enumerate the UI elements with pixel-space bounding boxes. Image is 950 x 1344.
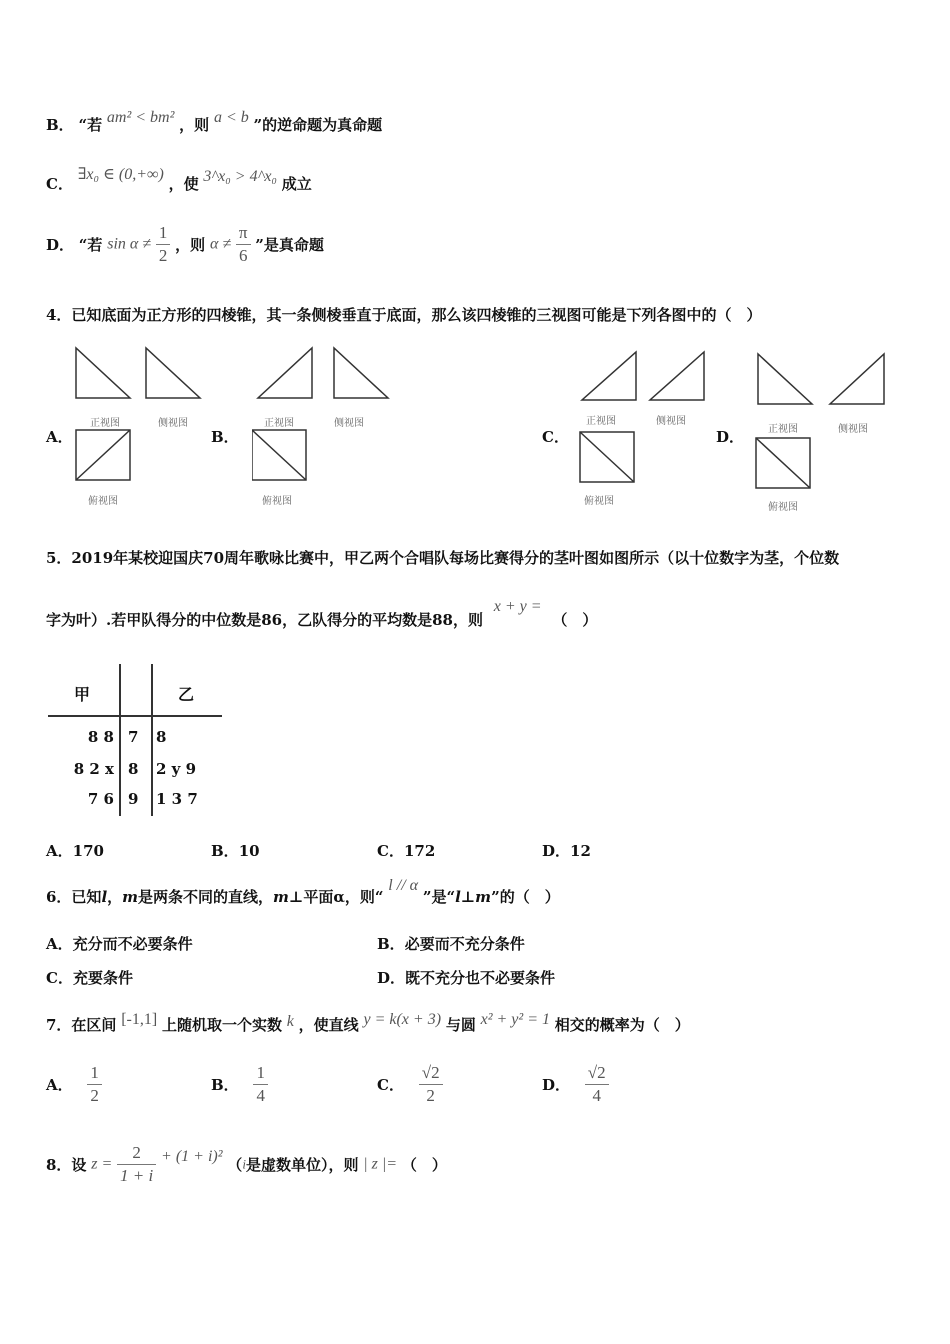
top-view-diagonal bbox=[76, 430, 130, 480]
side-view-label: 侧视图 bbox=[158, 418, 188, 429]
text: （ ） bbox=[552, 611, 598, 629]
q3-option-b bbox=[46, 109, 383, 135]
q4-option-b-views bbox=[252, 346, 402, 512]
math-inline: sin α ≠ bbox=[107, 235, 152, 253]
fraction: $\frac{1}{2}$ bbox=[156, 222, 171, 267]
side-view-label: 侧视图 bbox=[334, 418, 364, 429]
front-view-triangle bbox=[258, 348, 312, 398]
option-label: D． bbox=[46, 236, 75, 254]
text: ，使 bbox=[168, 175, 199, 193]
q3-option-d bbox=[46, 222, 324, 267]
option-label: C． bbox=[46, 175, 73, 193]
fraction: $\frac{1}{2}$ bbox=[87, 1062, 102, 1107]
left-leaves-row-3: 7 6 bbox=[87, 790, 114, 808]
stem-leaf-plot bbox=[46, 662, 226, 820]
right-header: 乙 bbox=[178, 685, 195, 704]
math-inline: 3^x₀ > 4^x₀ bbox=[203, 168, 277, 185]
math-inline: ∃x₀ ∈ (0,+∞) bbox=[77, 166, 164, 183]
front-view-triangle bbox=[758, 354, 812, 404]
q5-stem-line2 bbox=[46, 598, 598, 630]
right-leaves-row-3: 1 3 7 bbox=[156, 790, 198, 808]
q5-stem-line1: 5．2019年某校迎国庆70周年歌咏比赛中，甲乙两个合唱队每场比赛得分的茎叶图如图所示（以十位数字为茎，个位数 bbox=[46, 549, 840, 567]
math-inline: α ≠ bbox=[209, 235, 232, 253]
q6-option-a: A．充分而不必要条件 bbox=[46, 935, 193, 953]
q3-option-c bbox=[46, 166, 312, 194]
math-inline: k bbox=[286, 1013, 294, 1030]
q6-option-d: D．既不充分也不必要条件 bbox=[377, 969, 556, 987]
text: ，则 bbox=[179, 116, 210, 134]
left-header: 甲 bbox=[74, 685, 91, 704]
math-inline: a < b bbox=[213, 109, 249, 126]
top-view-diagonal bbox=[252, 430, 306, 480]
front-view-triangle bbox=[76, 348, 130, 398]
q8-stem: 8．设 z = $\frac{2}{1 + i}$ + (1 + i)² （i是虚数单位），则 | z |= （ ） bbox=[46, 1143, 447, 1185]
left-leaves-row-1: 8 8 bbox=[87, 728, 114, 746]
right-leaves-row-1: 8 bbox=[156, 728, 167, 746]
math-inline: | z |= bbox=[363, 1155, 398, 1173]
side-view-triangle bbox=[830, 354, 884, 404]
math-inline: l // α bbox=[388, 877, 419, 894]
q6-option-b: B．必要而不充分条件 bbox=[377, 935, 525, 953]
text: ”是真命题 bbox=[255, 236, 324, 254]
math-inline: x + y = bbox=[493, 598, 542, 615]
math-inline: am² < bm² bbox=[106, 109, 175, 126]
stem-row-3: 9 bbox=[128, 790, 139, 808]
text: ”的逆命题为真命题 bbox=[253, 116, 383, 134]
q4-option-c-label: C． bbox=[542, 428, 569, 446]
q7-stem: 7．在区间 [-1,1] 上随机取一个实数 k ，使直线 y = k(x + 3) 与圆 x² + y² = 1 相交的概率为（ ） bbox=[46, 1011, 690, 1034]
q4-option-b-label: B． bbox=[211, 428, 239, 446]
text: “若 bbox=[78, 236, 103, 254]
text: ，则 bbox=[175, 236, 206, 254]
math-inline: + (1 + i)² bbox=[161, 1147, 223, 1165]
side-view-triangle bbox=[650, 352, 704, 400]
front-view-triangle bbox=[582, 352, 636, 400]
q4-stem-text: 4．已知底面为正方形的四棱锥，其一条侧棱垂直于底面，那么该四棱锥的三视图可能是下列各图中的（ ） bbox=[46, 306, 762, 324]
math-inline: y = k(x + 3) bbox=[363, 1011, 442, 1028]
left-leaves-row-2: 8 2 x bbox=[73, 760, 114, 778]
side-view-triangle bbox=[146, 348, 200, 398]
q5-option-b: B．10 bbox=[211, 842, 260, 860]
option-label: B． bbox=[46, 116, 74, 134]
front-view-label: 正视图 bbox=[586, 416, 616, 427]
top-view-label: 俯视图 bbox=[262, 496, 292, 507]
fraction: $\frac{√2}{4}$ bbox=[585, 1062, 609, 1107]
stem-row-2: 8 bbox=[128, 760, 139, 778]
side-view-triangle bbox=[334, 348, 388, 398]
fraction: $\frac{\pi}{6}$ bbox=[236, 222, 251, 267]
q7-option-d: D． $\frac{√2}{4}$ bbox=[542, 1062, 609, 1107]
q7-option-a: A． $\frac{1}{2}$ bbox=[46, 1062, 102, 1107]
text: 成立 bbox=[281, 175, 312, 193]
side-view-label: 侧视图 bbox=[838, 424, 868, 435]
top-view-label: 俯视图 bbox=[768, 502, 798, 513]
q7-option-b: B． $\frac{1}{4}$ bbox=[211, 1062, 268, 1107]
q4-option-d-label: D． bbox=[716, 428, 745, 446]
math-inline: z = bbox=[91, 1155, 113, 1173]
text: “若 bbox=[78, 116, 103, 134]
q4-option-a-label: A． bbox=[46, 428, 73, 446]
math-inline: [-1,1] bbox=[121, 1011, 158, 1028]
right-leaves-row-2: 2 y 9 bbox=[156, 760, 197, 778]
top-view-label: 俯视图 bbox=[88, 496, 118, 507]
math-inline: x² + y² = 1 bbox=[480, 1011, 550, 1028]
front-view-label: 正视图 bbox=[768, 424, 798, 435]
top-view-diagonal bbox=[756, 438, 810, 488]
q4-option-a-views bbox=[72, 346, 212, 512]
q7-option-c: C． $\frac{√2}{2}$ bbox=[377, 1062, 443, 1107]
front-view-label: 正视图 bbox=[264, 418, 294, 429]
q4-option-c-views bbox=[578, 350, 718, 512]
front-view-label: 正视图 bbox=[90, 418, 120, 429]
top-view-label: 俯视图 bbox=[584, 496, 614, 507]
q5-option-d: D．12 bbox=[542, 842, 591, 860]
q5-option-a: A．170 bbox=[46, 842, 104, 860]
stem-row-1: 7 bbox=[128, 728, 139, 746]
side-view-label: 侧视图 bbox=[656, 416, 686, 427]
text: 字为叶）.若甲队得分的中位数是86，乙队得分的平均数是88，则 bbox=[46, 611, 483, 629]
q6-stem: 6．已知l，m是两条不同的直线，m⊥平面α，则“ l // α ”是“l⊥m”的（ ） bbox=[46, 877, 560, 906]
fraction: $\frac{1}{4}$ bbox=[253, 1062, 268, 1107]
fraction: $\frac{2}{1 + i}$ bbox=[117, 1142, 156, 1187]
q5-option-c: C．172 bbox=[377, 842, 436, 860]
top-view-diagonal bbox=[580, 432, 634, 482]
fraction: $\frac{√2}{2}$ bbox=[419, 1062, 443, 1107]
q6-option-c: C．充要条件 bbox=[46, 969, 133, 987]
